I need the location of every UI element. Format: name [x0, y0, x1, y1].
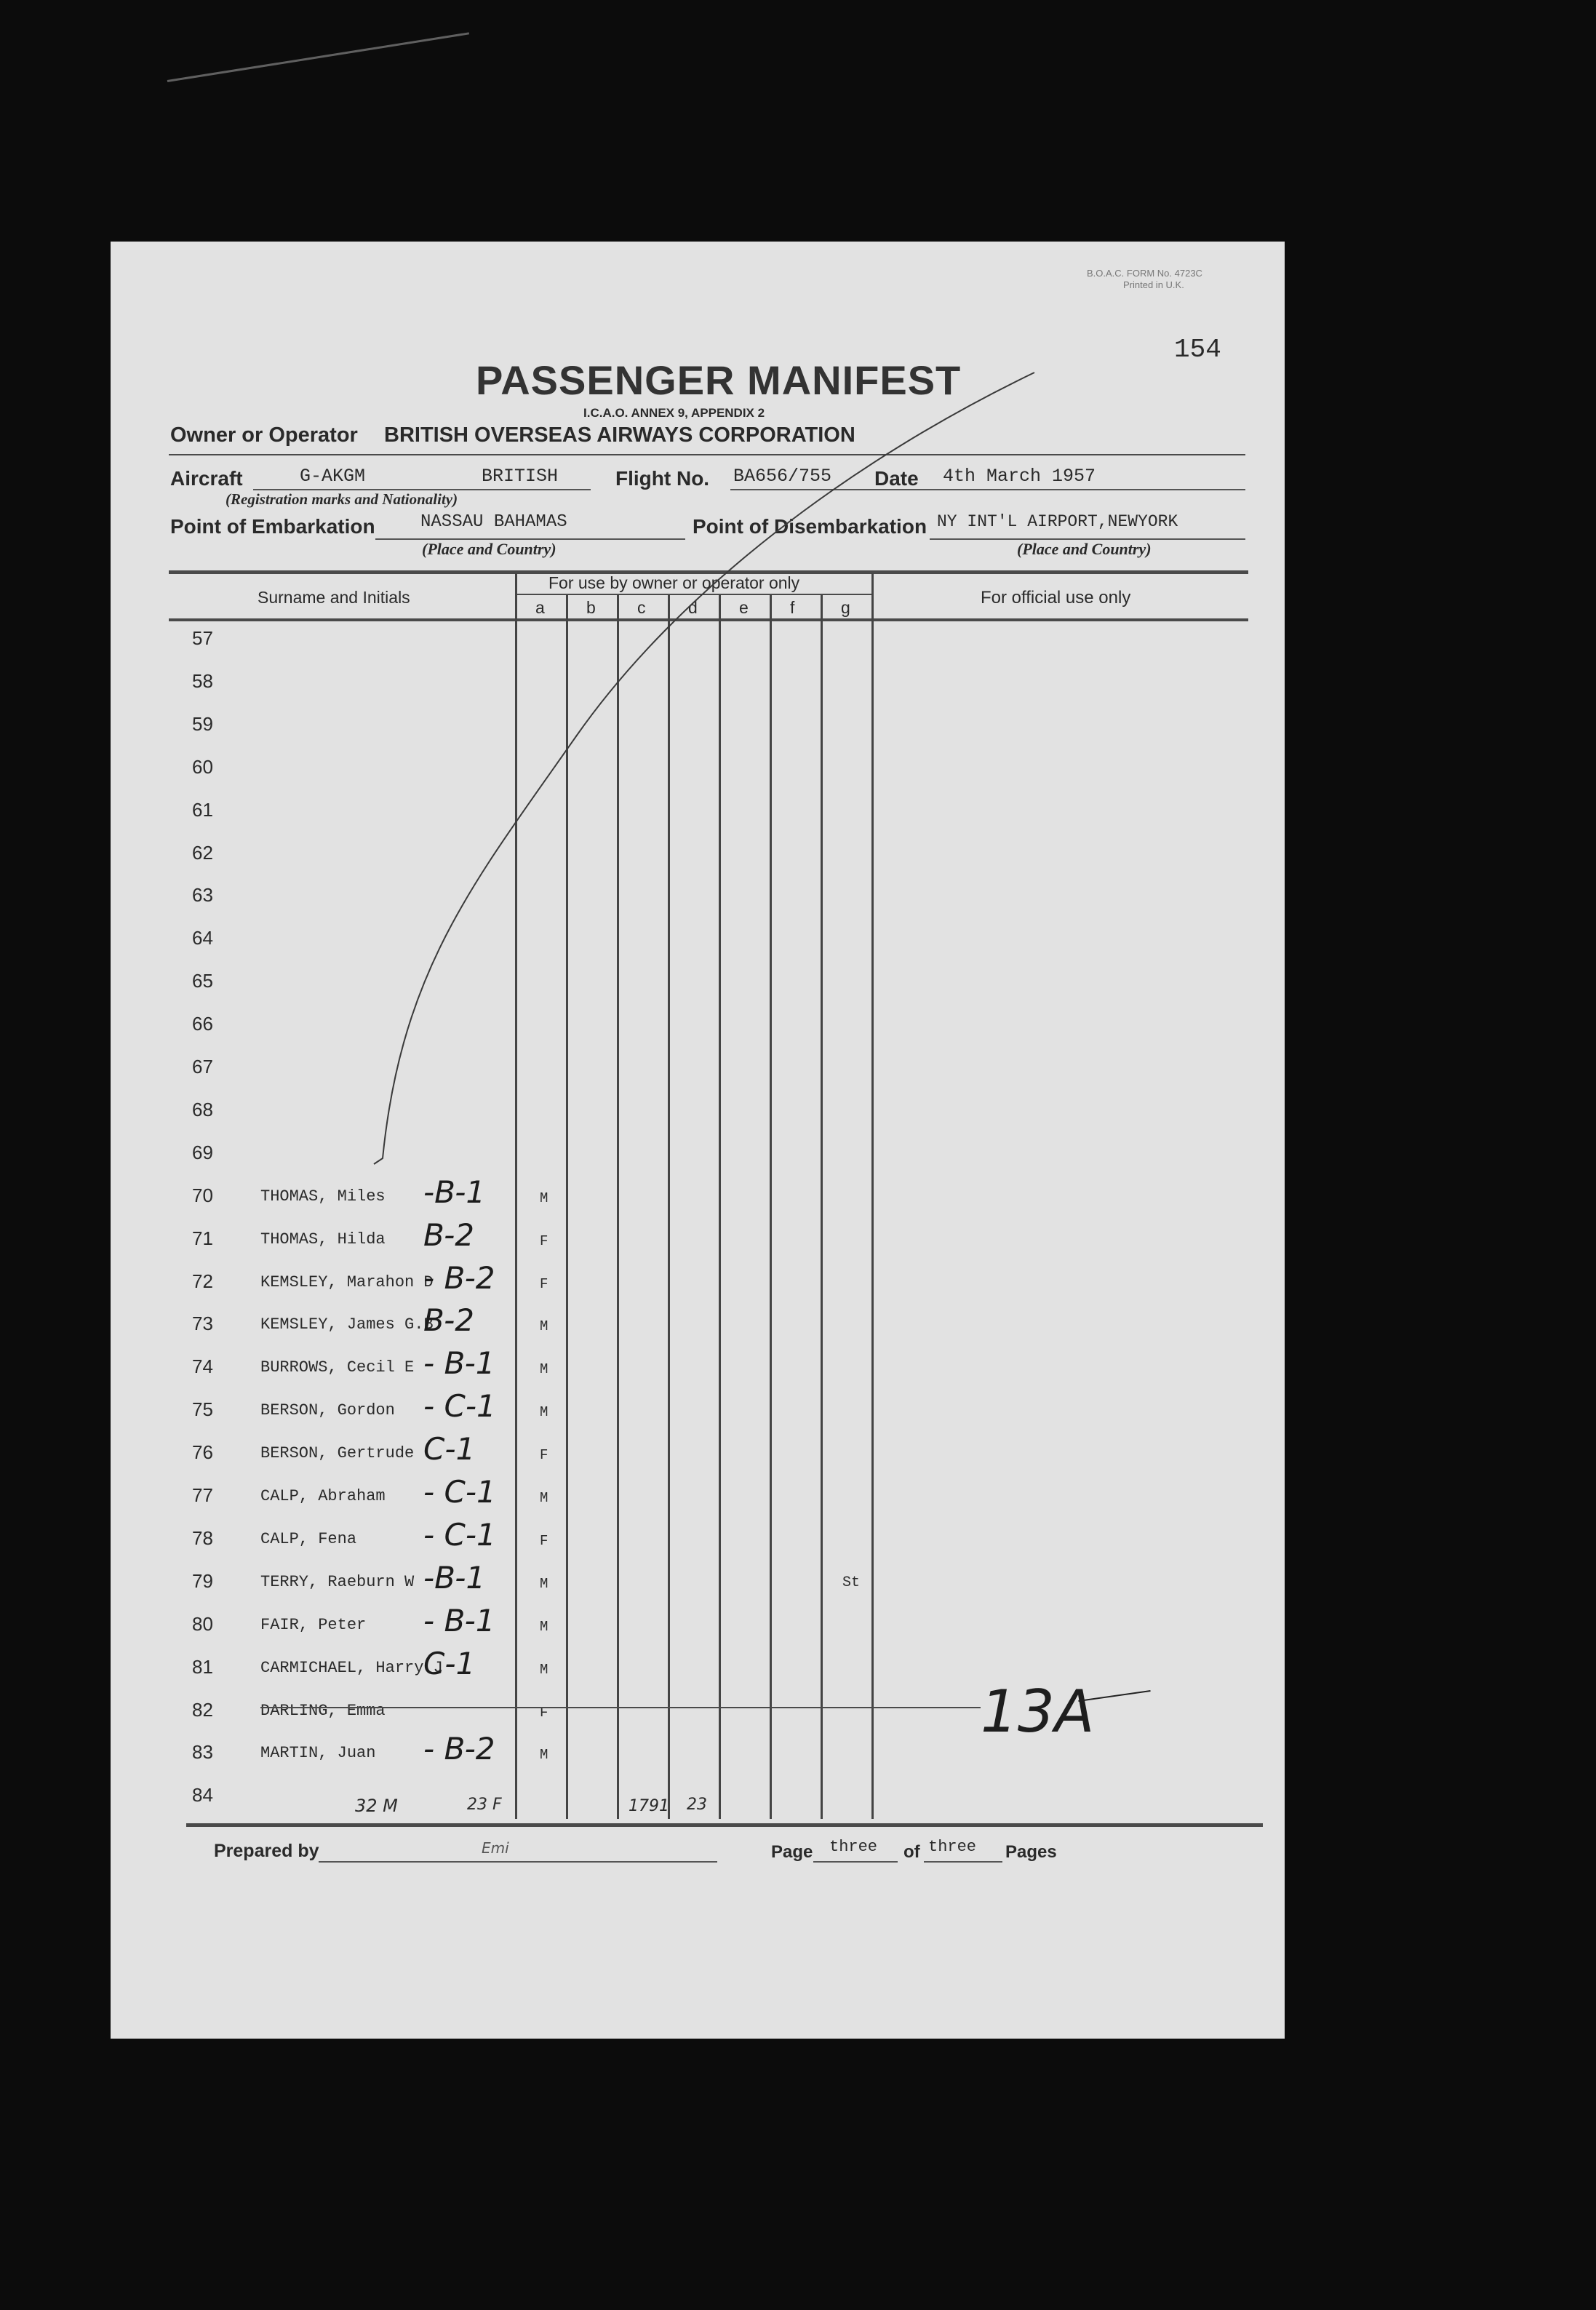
total-males: 32 M [355, 1796, 398, 1816]
col-operator-header: For use by owner or operator only [548, 573, 800, 592]
sex-column-a: M [540, 1618, 548, 1635]
embarkation-label: Point of Embarkation [170, 515, 375, 538]
flight-number: BA656/755 [733, 466, 832, 487]
sex-column-a: F [540, 1447, 548, 1464]
row-number: 58 [192, 669, 213, 692]
row-number: 68 [192, 1098, 213, 1120]
aircraft-registration: G-AKGM [300, 466, 366, 487]
sub-column-b: b [586, 598, 596, 617]
table-row [111, 756, 1285, 799]
seat-mark: -B-1 [423, 1559, 486, 1596]
passenger-name: FAIR, Peter [260, 1615, 367, 1634]
seat-mark: B-2 [423, 1302, 474, 1339]
row-number: 71 [192, 1227, 213, 1249]
table-row [111, 1302, 1285, 1355]
sex-column-a: M [540, 1747, 548, 1764]
table-row [111, 1559, 1285, 1613]
sub-column-d: d [688, 598, 698, 617]
column-g-note: St [842, 1574, 861, 1591]
row-number: 74 [192, 1355, 213, 1378]
manifest-sheet [111, 242, 1285, 2039]
of-label: of [903, 1842, 920, 1862]
table-row [111, 1099, 1285, 1142]
pages-label: Pages [1005, 1842, 1057, 1862]
row-number: 60 [192, 755, 213, 778]
total-col-d: 23 [687, 1796, 707, 1814]
row-number: 64 [192, 927, 213, 949]
table-row [111, 627, 1285, 670]
seat-mark: - C-1 [423, 1516, 496, 1553]
aircraft-nationality: BRITISH [482, 466, 559, 487]
row-number: 62 [192, 841, 213, 864]
row-number: 78 [192, 1526, 213, 1549]
table-row [111, 1013, 1285, 1056]
sex-column-a: M [540, 1361, 548, 1378]
aircraft-caption: (Registration marks and Nationality) [226, 490, 458, 508]
sex-column-a: M [540, 1661, 548, 1678]
page-value: three [829, 1838, 878, 1856]
subtitle: I.C.A.O. ANNEX 9, APPENDIX 2 [583, 406, 765, 420]
table-row [111, 884, 1285, 927]
row-number: 77 [192, 1484, 213, 1506]
seat-mark: - C-1 [423, 1388, 496, 1425]
seat-mark: -B-1 [423, 1174, 486, 1210]
owner-label: Owner or Operator [170, 423, 358, 447]
row-number: 67 [192, 1056, 213, 1078]
seat-mark: C-1 [423, 1431, 476, 1467]
table-row [111, 1731, 1285, 1784]
row-number: 69 [192, 1141, 213, 1163]
table-row [111, 1645, 1285, 1699]
table-row [111, 1431, 1285, 1484]
sub-column-g: g [841, 598, 850, 617]
passenger-name: CALP, Abraham [260, 1487, 386, 1505]
row-number: 76 [192, 1441, 213, 1464]
passenger-name: DARLING, Emma [260, 1701, 386, 1720]
sub-column-e: e [739, 598, 749, 617]
passenger-name: BERSON, Gordon [260, 1401, 395, 1420]
embarkation-caption: (Place and Country) [422, 540, 556, 558]
row-number: 59 [192, 712, 213, 735]
date-label: Date [874, 467, 919, 490]
passenger-name: KEMSLEY, Marahon D [260, 1273, 434, 1291]
printed-in: Printed in U.K. [1123, 279, 1184, 290]
film-scratch [167, 32, 469, 82]
row-number: 79 [192, 1569, 213, 1592]
sex-column-a: M [540, 1404, 548, 1421]
embarkation-value: NASSAU BAHAMAS [420, 512, 567, 532]
table-row [111, 670, 1285, 713]
seat-mark: - B-1 [423, 1345, 495, 1382]
passenger-name: MARTIN, Juan [260, 1744, 376, 1763]
prepared-value: Emi [482, 1839, 509, 1857]
passenger-name: BURROWS, Cecil E [260, 1358, 415, 1377]
passenger-name: CARMICHAEL, Harry J [260, 1658, 443, 1677]
page-reference: 154 [1174, 335, 1221, 365]
table-row [111, 1516, 1285, 1570]
table-row [111, 1174, 1285, 1227]
disembarkation-caption: (Place and Country) [1017, 540, 1152, 558]
table-row [111, 799, 1285, 842]
row-number: 57 [192, 627, 213, 649]
aircraft-label: Aircraft [170, 467, 243, 490]
seat-mark: B-2 [423, 1216, 474, 1253]
seat-mark: C-1 [423, 1645, 476, 1681]
table-row [111, 1699, 1285, 1742]
row-number: 80 [192, 1612, 213, 1635]
sex-column-a: M [540, 1318, 548, 1335]
row-number: 84 [192, 1784, 213, 1807]
disembarkation-label: Point of Disembarkation [693, 515, 927, 538]
table-row [111, 1142, 1285, 1184]
col-surname-header: Surname and Initials [258, 588, 410, 607]
table-row [111, 970, 1285, 1013]
table-row [111, 1388, 1285, 1441]
form-id: B.O.A.C. FORM No. 4723C [1087, 268, 1202, 279]
table-row [111, 1602, 1285, 1656]
sex-column-a: M [540, 1490, 548, 1506]
seat-mark: - C-1 [423, 1474, 496, 1510]
table-row [111, 1216, 1285, 1270]
row-number: 61 [192, 798, 213, 821]
row-number: 75 [192, 1398, 213, 1421]
date-value: 4th March 1957 [943, 466, 1096, 487]
col-official-header: For official use only [981, 588, 1131, 608]
table-row [111, 927, 1285, 970]
table-row [111, 1474, 1285, 1527]
passenger-name: THOMAS, Hilda [260, 1230, 386, 1248]
row-number: 73 [192, 1313, 213, 1335]
prepared-label: Prepared by [214, 1841, 319, 1861]
row-number: 70 [192, 1184, 213, 1206]
total-col-c: 1791 [629, 1797, 669, 1815]
row-number: 81 [192, 1655, 213, 1678]
passenger-name: KEMSLEY, James G.B. [260, 1315, 443, 1334]
table-row [111, 713, 1285, 756]
row-number: 65 [192, 970, 213, 992]
passenger-name: THOMAS, Miles [260, 1187, 386, 1206]
page-label: Page [771, 1842, 813, 1862]
seat-mark: - B-2 [423, 1731, 495, 1767]
sub-column-f: f [790, 598, 795, 617]
row-number: 83 [192, 1741, 213, 1764]
total-females: 23 F [467, 1796, 502, 1814]
sex-column-a: F [540, 1275, 548, 1292]
seat-mark: - B-2 [423, 1259, 495, 1296]
page-title: PASSENGER MANIFEST [476, 357, 962, 403]
passenger-name: TERRY, Raeburn W [260, 1572, 415, 1591]
sub-column-a: a [535, 598, 545, 617]
passenger-name: BERSON, Gertrude [260, 1444, 415, 1463]
passenger-name: CALP, Fena [260, 1529, 357, 1548]
sex-column-a: M [540, 1190, 548, 1206]
row-number: 72 [192, 1270, 213, 1292]
table-row [111, 1056, 1285, 1099]
row-number: 63 [192, 884, 213, 907]
sex-column-a: F [540, 1532, 548, 1549]
sex-column-a: F [540, 1232, 548, 1249]
table-row [111, 1345, 1285, 1398]
flight-label: Flight No. [615, 467, 710, 490]
disembarkation-value: NY INT'L AIRPORT,NEWYORK [937, 512, 1178, 531]
row-number: 66 [192, 1013, 213, 1035]
table-row [111, 842, 1285, 885]
sex-column-a: F [540, 1704, 548, 1721]
seat-mark: - B-1 [423, 1602, 495, 1638]
table-row [111, 1259, 1285, 1313]
sex-column-a: M [540, 1575, 548, 1592]
official-note: 13A [981, 1678, 1095, 1745]
sub-column-c: c [637, 598, 646, 617]
owner-value: BRITISH OVERSEAS AIRWAYS CORPORATION [384, 423, 855, 447]
of-value: three [928, 1838, 977, 1856]
row-number: 82 [192, 1698, 213, 1721]
